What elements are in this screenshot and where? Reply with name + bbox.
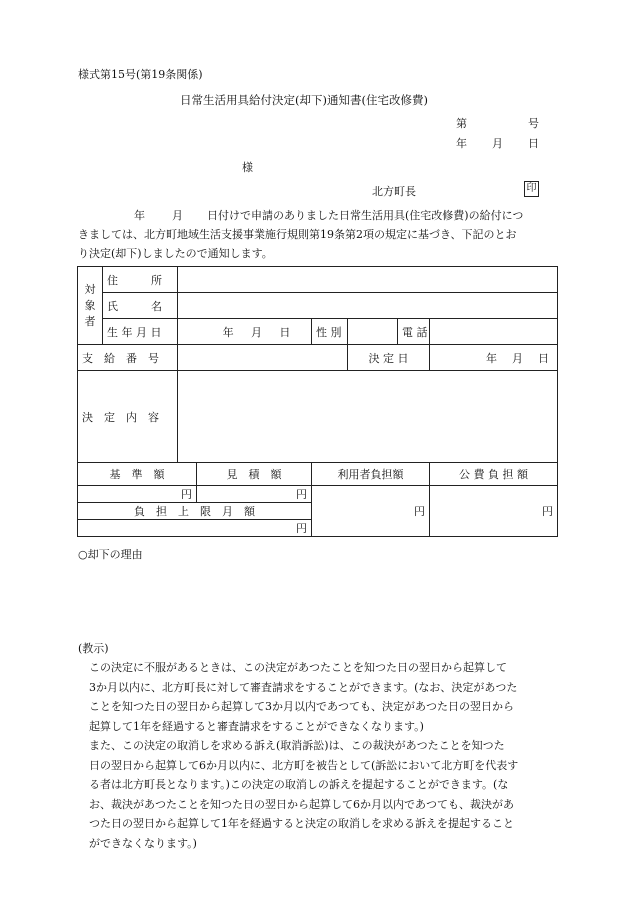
name-label: 氏 名 bbox=[103, 293, 178, 319]
address-field[interactable] bbox=[178, 267, 558, 293]
form-number: 様式第15号(第19条関係) bbox=[78, 68, 203, 81]
decision-date-label: 決 定 日 bbox=[348, 345, 430, 371]
birthdate-label: 生 年 月 日 bbox=[103, 319, 178, 345]
birth-month-label: 月 bbox=[250, 325, 262, 339]
decision-day-label: 日 bbox=[538, 351, 549, 365]
birth-year-label: 年 bbox=[222, 325, 234, 339]
date-month-label: 月 bbox=[492, 137, 503, 150]
decision-month-label: 月 bbox=[512, 351, 523, 365]
intro-year: 年 bbox=[134, 209, 145, 222]
intro-line2: きましては、北方町地域生活支援事業施行規則第19条第2項の規定に基づき、下記のとお bbox=[78, 228, 517, 241]
decision-date-field[interactable] bbox=[430, 345, 558, 371]
intro-line1: 日付けで申請のありました日常生活用具(住宅改修費)の給付につ bbox=[207, 209, 524, 222]
birth-day-label: 日 bbox=[279, 325, 291, 339]
public-burden-yen: 円 bbox=[542, 505, 553, 518]
burden-limit-label: 負 担 上 限 月 額 bbox=[78, 503, 312, 520]
notice-p1-line: 3か月以内に、北方町長に対して審査請求をすることができます。(なお、決定があつた bbox=[89, 680, 518, 694]
sex-field[interactable] bbox=[348, 319, 398, 345]
notice-p2-line: る者は北方町長となります。)この決定の取消しの訴えを提起することができます。(な bbox=[89, 778, 509, 791]
payment-number-label: 支 給 番 号 bbox=[78, 345, 178, 371]
notice-p2-line: お、裁決があつたことを知つた日の翌日から起算して6か月以内であつても、裁決があ bbox=[89, 797, 514, 811]
subject-char-2: 象 bbox=[84, 298, 96, 312]
intro-month: 月 bbox=[172, 209, 183, 222]
burden-limit-field[interactable] bbox=[78, 520, 312, 537]
standard-yen: 円 bbox=[181, 488, 192, 501]
estimate-amount-field[interactable] bbox=[197, 486, 312, 503]
standard-amount-label: 基 準 額 bbox=[78, 463, 197, 486]
user-burden-label: 利用者負担額 bbox=[312, 463, 430, 486]
notice-p2-line: つた日の翌日から起算して1年を経過すると決定の取消しを求める訴えを提起すること bbox=[89, 817, 514, 830]
intro-line3: り決定(却下)しましたので通知します。 bbox=[78, 247, 273, 260]
document-title: 日常生活用具給付決定(却下)通知書(住宅改修費) bbox=[180, 93, 428, 107]
notice-p2-line: 日の翌日から起算して6か月以内に、北方町を被告として(訴訟において北方町を代表す bbox=[89, 758, 519, 772]
decision-form-table bbox=[77, 266, 558, 537]
decision-content-field[interactable] bbox=[178, 371, 558, 463]
user-burden-yen: 円 bbox=[414, 505, 425, 518]
phone-label: 電 話 bbox=[398, 319, 430, 345]
public-burden-label: 公 費 負 担 額 bbox=[430, 463, 558, 486]
notice-paragraph-2 bbox=[78, 736, 558, 853]
payment-number-field[interactable] bbox=[178, 345, 348, 371]
issuer-name: 北方町長 bbox=[372, 185, 416, 198]
burden-limit-yen: 円 bbox=[296, 522, 307, 535]
date-year-label: 年 bbox=[456, 137, 467, 150]
decision-year-label: 年 bbox=[486, 351, 497, 365]
estimate-yen: 円 bbox=[296, 488, 307, 501]
public-burden-field[interactable] bbox=[430, 486, 558, 537]
subject-label bbox=[78, 267, 103, 345]
notice-p1-line: この決定に不服があるときは、この決定があつたことを知つた日の翌日から起算して bbox=[78, 661, 507, 674]
subject-char-1: 対 bbox=[84, 282, 96, 296]
rejection-reason-label: ○却下の理由 bbox=[78, 548, 143, 561]
doc-number-go: 号 bbox=[528, 117, 539, 130]
standard-amount-field[interactable] bbox=[78, 486, 197, 503]
seal-mark: 印 bbox=[524, 181, 539, 197]
notice-p2-line: また、この決定の取消しを求める訴え(取消訴訟)は、この裁決があつたことを知つた bbox=[78, 739, 505, 752]
notice-p1-line: ことを知つた日の翌日から起算して3か月以内であつても、決定があつた日の翌日から bbox=[89, 700, 514, 713]
notice-p1-line: 起算して1年を経過すると審査請求をすることができなくなります。) bbox=[89, 719, 424, 733]
decision-content-label: 決 定 内 容 bbox=[78, 371, 178, 463]
doc-number-dai: 第 bbox=[456, 117, 467, 130]
recipient-sama: 様 bbox=[242, 161, 253, 174]
birthdate-field[interactable] bbox=[178, 319, 312, 345]
notice-paragraph-1 bbox=[78, 658, 558, 736]
notice-p2-line: ができなくなります。) bbox=[89, 836, 197, 850]
phone-field[interactable] bbox=[430, 319, 558, 345]
notice-heading: (教示) bbox=[78, 642, 109, 655]
name-field[interactable] bbox=[178, 293, 558, 319]
user-burden-field[interactable] bbox=[312, 486, 430, 537]
subject-char-3: 者 bbox=[84, 314, 96, 328]
sex-label: 性 別 bbox=[312, 319, 348, 345]
address-label: 住 所 bbox=[103, 267, 178, 293]
date-day-label: 日 bbox=[528, 137, 539, 150]
estimate-amount-label: 見 積 額 bbox=[197, 463, 312, 486]
